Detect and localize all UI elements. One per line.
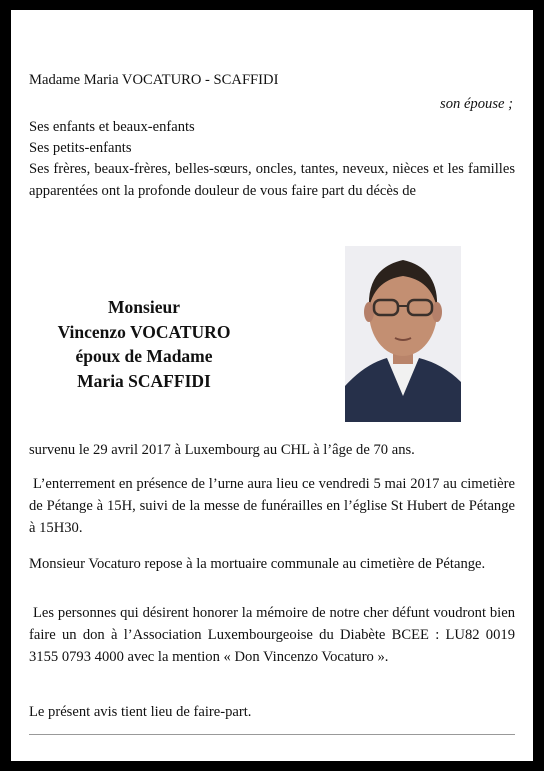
death-info: survenu le 29 avril 2017 à Luxembourg au CHL à l’âge de 70 ans.: [29, 442, 415, 458]
spouse-line: époux de Madame: [75, 346, 213, 366]
bottom-divider: [29, 734, 515, 735]
donation-paragraph: Les personnes qui désirent honorer la mémoire de notre cher défunt voudront bien faire un don à l’Association Luxembourgeoise du Diabète BCEE : LU82 0019 3155 0793 4000 avec la mention « Don Vincenzo Vocaturo ».: [29, 605, 515, 665]
family-line-children: Ses enfants et beaux-enfants: [29, 119, 195, 135]
deceased-title: Monsieur: [108, 297, 180, 317]
closing-line: Le présent avis tient lieu de faire-part.: [29, 704, 252, 720]
deceased-portrait: [345, 246, 461, 422]
widow-role: son épouse ;: [440, 96, 513, 112]
funeral-paragraph: L’enterrement en présence de l’urne aura lieu ce vendredi 5 mai 2017 au cimetière de Pétange à 15H, suivi de la messe de funérailles en l’église St Hubert de Pétange à 15H30.: [29, 476, 515, 536]
spouse-name: Maria SCAFFIDI: [77, 370, 211, 391]
widow-name: Madame Maria VOCATURO - SCAFFIDI: [29, 72, 279, 88]
rest-paragraph: Monsieur Vocaturo repose à la mortuaire communale au cimetière de Pétange.: [29, 556, 486, 572]
family-line-grandchildren: Ses petits-enfants: [29, 140, 132, 156]
deceased-name: Vincenzo VOCATURO: [57, 321, 231, 342]
family-paragraph: Ses frères, beaux-frères, belles-sœurs, oncles, tantes, neveux, nièces et les familles apparentées ont la profonde douleur de vous faire part du décès de: [29, 161, 515, 199]
deceased-name-block: [29, 295, 259, 393]
obituary-card: [11, 10, 533, 761]
